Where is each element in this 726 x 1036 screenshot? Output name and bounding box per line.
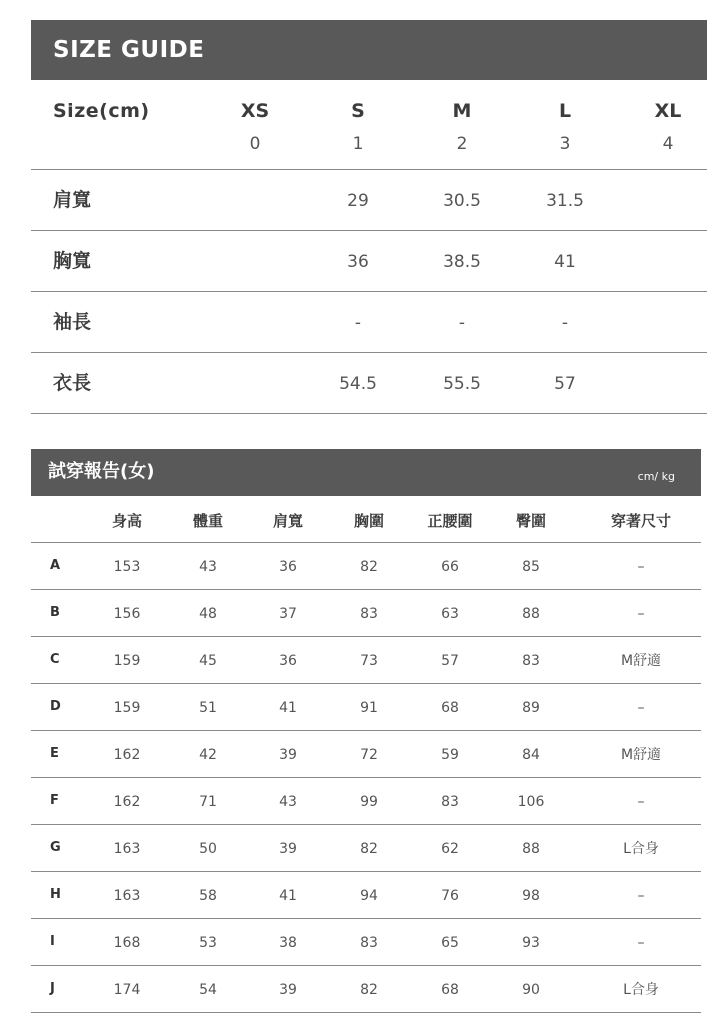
- table-cell: 88: [522, 841, 540, 857]
- table-cell: 36: [279, 653, 297, 669]
- table-cell: 43: [279, 794, 297, 810]
- table-cell: 153: [113, 559, 141, 575]
- table-cell: –: [637, 794, 645, 810]
- table-cell: 51: [199, 700, 217, 716]
- table-cell: 82: [360, 841, 378, 857]
- table-cell: –: [637, 559, 645, 575]
- try-report-header-row: [31, 496, 701, 543]
- table-row: [31, 778, 701, 825]
- table-cell: 53: [199, 935, 217, 951]
- table-cell: L合身: [623, 841, 659, 857]
- table-cell: 63: [441, 606, 459, 622]
- table-cell: 41: [279, 700, 297, 716]
- measurement-value: 55.5: [443, 374, 481, 394]
- table-row: [31, 590, 701, 637]
- measurement-value: 30.5: [443, 191, 481, 211]
- table-cell: 68: [441, 982, 459, 998]
- table-cell: 94: [360, 888, 378, 904]
- measurement-value: 38.5: [443, 252, 481, 272]
- table-cell: 84: [522, 747, 540, 763]
- column-header: 穿著尺寸: [610, 512, 671, 530]
- size-name: L: [558, 100, 572, 122]
- table-cell: –: [637, 935, 645, 951]
- size-guide-header: [31, 20, 707, 80]
- table-cell: 83: [522, 653, 540, 669]
- table-cell: 37: [279, 606, 297, 622]
- table-cell: 82: [360, 559, 378, 575]
- try-report-table: [31, 496, 701, 1013]
- table-row: [31, 872, 701, 919]
- table-row: [31, 543, 701, 590]
- measurement-row: [31, 353, 707, 414]
- table-row: [31, 684, 701, 731]
- table-cell: –: [637, 700, 645, 716]
- table-cell: 42: [199, 747, 217, 763]
- table-cell: 54: [199, 982, 217, 998]
- table-row: [31, 731, 701, 778]
- measurement-row: [31, 170, 707, 231]
- table-cell: 68: [441, 700, 459, 716]
- measurement-label: 肩寬: [53, 189, 92, 211]
- table-cell: 39: [279, 841, 297, 857]
- column-header: 身高: [111, 512, 142, 530]
- table-cell: 41: [279, 888, 297, 904]
- measurement-value: 41: [554, 252, 576, 272]
- measurement-value: -: [458, 313, 466, 333]
- table-cell: 163: [113, 888, 141, 904]
- table-cell: 66: [441, 559, 459, 575]
- measurement-row: [31, 292, 707, 353]
- table-cell: L合身: [623, 982, 659, 998]
- table-cell: 162: [113, 794, 141, 810]
- table-cell: 162: [113, 747, 141, 763]
- row-id: D: [50, 699, 61, 714]
- measurement-value: 54.5: [339, 374, 377, 394]
- row-id: F: [50, 793, 59, 808]
- table-cell: 36: [279, 559, 297, 575]
- measurement-value: -: [561, 313, 569, 333]
- table-cell: 83: [360, 606, 378, 622]
- table-row: [31, 919, 701, 966]
- row-id: C: [50, 652, 60, 667]
- measurement-value: 57: [554, 374, 576, 394]
- table-cell: 90: [522, 982, 540, 998]
- row-id: E: [50, 746, 59, 761]
- table-cell: 50: [199, 841, 217, 857]
- measurement-label: 胸寬: [53, 250, 92, 272]
- row-id: G: [50, 840, 61, 855]
- table-cell: 88: [522, 606, 540, 622]
- table-cell: 38: [279, 935, 297, 951]
- row-id: J: [50, 981, 55, 996]
- column-header: 臀圍: [515, 512, 546, 530]
- measurement-value: 36: [347, 252, 369, 272]
- table-cell: 39: [279, 747, 297, 763]
- table-cell: 93: [522, 935, 540, 951]
- table-cell: 62: [441, 841, 459, 857]
- table-cell: 163: [113, 841, 141, 857]
- size-name: XL: [654, 100, 682, 122]
- row-id: B: [50, 605, 60, 620]
- table-cell: 72: [360, 747, 378, 763]
- table-cell: 159: [113, 700, 141, 716]
- size-unit-label: Size(cm): [53, 100, 150, 122]
- table-cell: 59: [441, 747, 459, 763]
- table-cell: 156: [113, 606, 141, 622]
- table-cell: 98: [522, 888, 540, 904]
- table-cell: 57: [441, 653, 459, 669]
- table-cell: 83: [441, 794, 459, 810]
- measurement-row: [31, 231, 707, 292]
- column-header: 正腰圍: [427, 512, 473, 530]
- table-cell: 76: [441, 888, 459, 904]
- table-cell: –: [637, 606, 645, 622]
- size-number: 4: [662, 134, 674, 154]
- table-cell: 159: [113, 653, 141, 669]
- measurement-label: 衣長: [53, 372, 92, 394]
- size-number: 3: [559, 134, 571, 154]
- table-cell: 71: [199, 794, 217, 810]
- table-cell: 73: [360, 653, 378, 669]
- size-number: 2: [456, 134, 468, 154]
- table-cell: M舒適: [620, 653, 662, 669]
- unit-label: cm/ kg: [637, 470, 675, 483]
- table-cell: 91: [360, 700, 378, 716]
- table-cell: 89: [522, 700, 540, 716]
- try-report-header: [31, 449, 701, 496]
- column-header: 胸圍: [353, 512, 384, 530]
- row-id: H: [50, 887, 61, 902]
- table-cell: 85: [522, 559, 540, 575]
- measurement-label: 袖長: [53, 311, 92, 333]
- size-guide-header-row: [31, 80, 707, 170]
- row-id: I: [50, 934, 55, 949]
- size-number: 0: [249, 134, 261, 154]
- measurement-value: -: [354, 313, 362, 333]
- table-cell: 43: [199, 559, 217, 575]
- size-name: S: [351, 100, 365, 122]
- table-cell: 45: [199, 653, 217, 669]
- table-cell: M舒適: [620, 747, 662, 763]
- table-row: [31, 825, 701, 872]
- table-cell: 99: [360, 794, 378, 810]
- measurement-value: 29: [347, 191, 369, 211]
- table-cell: 58: [199, 888, 217, 904]
- table-cell: 106: [517, 794, 545, 810]
- table-cell: 39: [279, 982, 297, 998]
- try-report-title: 試穿報告(女): [48, 461, 155, 482]
- table-cell: 65: [441, 935, 459, 951]
- row-id: A: [50, 558, 61, 573]
- size-name: M: [452, 100, 472, 122]
- table-cell: 82: [360, 982, 378, 998]
- size-name: XS: [240, 100, 270, 122]
- size-guide-table: [31, 80, 707, 414]
- size-guide-title: SIZE GUIDE: [53, 37, 205, 63]
- table-row: [31, 966, 701, 1013]
- table-cell: 48: [199, 606, 217, 622]
- table-row: [31, 637, 701, 684]
- column-header: 體重: [192, 512, 223, 530]
- measurement-value: 31.5: [546, 191, 584, 211]
- table-cell: 83: [360, 935, 378, 951]
- table-cell: 168: [113, 935, 141, 951]
- column-header: 肩寬: [272, 512, 303, 530]
- size-number: 1: [352, 134, 364, 154]
- table-cell: 174: [113, 982, 141, 998]
- table-cell: –: [637, 888, 645, 904]
